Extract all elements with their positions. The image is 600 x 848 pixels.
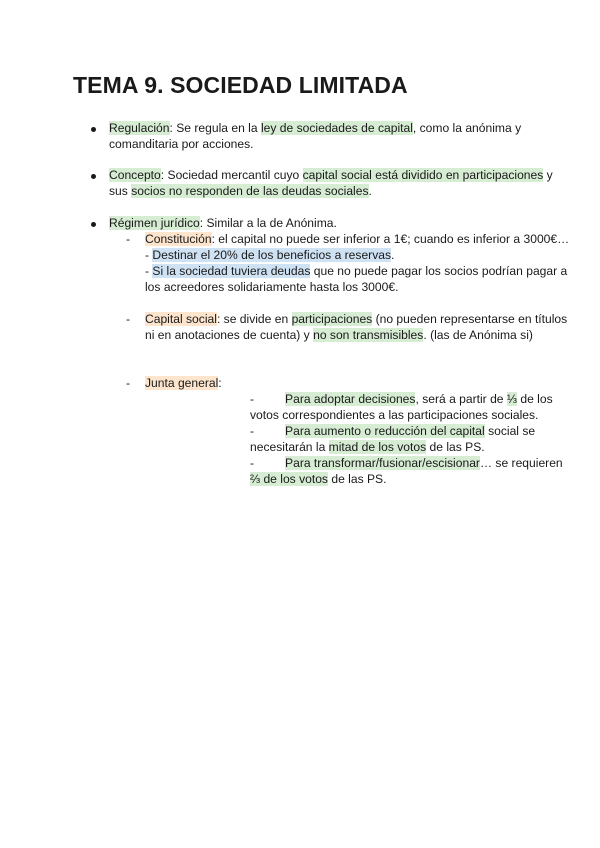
junta-item-highlight-2: ⅔ de los votos — [250, 472, 328, 486]
sub-constitucion: Constitución: el capital no puede ser inferior a 1€; cuando es inferior a 3000€… - Destinar el 20% de los beneficios a reservas. - Si la sociedad tuviera deudas que no puede pagar los socios podrían pagar a los acreedores solidariamente hasta los 3000€. — [145, 232, 570, 294]
bullet-concepto: Concepto: Sociedad mercantil cuyo capital social está dividido en participaciones y sus socios no responden de las deudas sociales. — [109, 168, 553, 198]
bullet-dot — [91, 127, 96, 132]
junta-item-highlight: Para transformar/fusionar/escisionar — [285, 456, 480, 470]
constitucion-label: Constitución — [145, 232, 212, 246]
bullet-dot — [91, 222, 96, 227]
capital-social-label: Capital social — [145, 312, 217, 326]
bullet-regulacion: Regulación: Se regula en la ley de sociedades de capital, como la anónima y comanditaria por acciones. — [109, 121, 522, 151]
junta-item: - Para adoptar decisiones, será a partir de ⅓ de los votos correspondientes a las participaciones sociales. — [250, 392, 553, 422]
sub-junta-general: Junta general: — [145, 376, 222, 390]
junta-item-highlight-2: mitad de los votos — [328, 440, 427, 454]
junta-item: - Para aumento o reducción del capital social se necesitarán la mitad de los votos de las PS. — [250, 424, 536, 454]
capital-social-highlight: participaciones — [291, 312, 373, 326]
junta-item-highlight: Para adoptar decisiones — [285, 392, 416, 406]
junta-item: - Para transformar/fusionar/escisionar… se requieren ⅔ de los votos de las PS. — [250, 456, 563, 486]
regulacion-highlight: ley de sociedades de capital — [260, 121, 413, 135]
sub-capital-social: Capital social: se divide en participaciones (no pueden representarse en títulos ni en anotaciones de cuenta) y no son transmisibles. (las de Anónima si) — [145, 312, 568, 342]
concepto-highlight: capital social está dividido en participaciones — [302, 168, 544, 182]
junta-general-label: Junta general — [145, 376, 219, 390]
bullet-dot — [91, 174, 96, 179]
sub-dash: - — [126, 312, 131, 326]
concepto-highlight-2: socios no responden de las deudas sociales — [131, 184, 369, 198]
regulacion-label: Regulación — [109, 121, 170, 135]
sub-dash: - — [126, 376, 131, 390]
junta-item-highlight: Para aumento o reducción del capital — [285, 424, 485, 438]
page-title: TEMA 9. SOCIEDAD LIMITADA — [73, 72, 408, 98]
capital-social-highlight-2: no son transmisibles — [313, 328, 424, 342]
regimen-label: Régimen jurídico — [109, 216, 200, 230]
sub-dash: - — [126, 232, 131, 246]
constitucion-highlight-reservas: Destinar el 20% de los beneficios a reservas — [152, 248, 392, 262]
junta-item-fraction: ⅓ — [506, 392, 517, 406]
concepto-label: Concepto — [109, 168, 161, 182]
constitucion-highlight-deudas: Si la sociedad tuviera deudas — [152, 264, 311, 278]
bullet-regimen: Régimen jurídico: Similar a la de Anónima. — [109, 216, 337, 230]
